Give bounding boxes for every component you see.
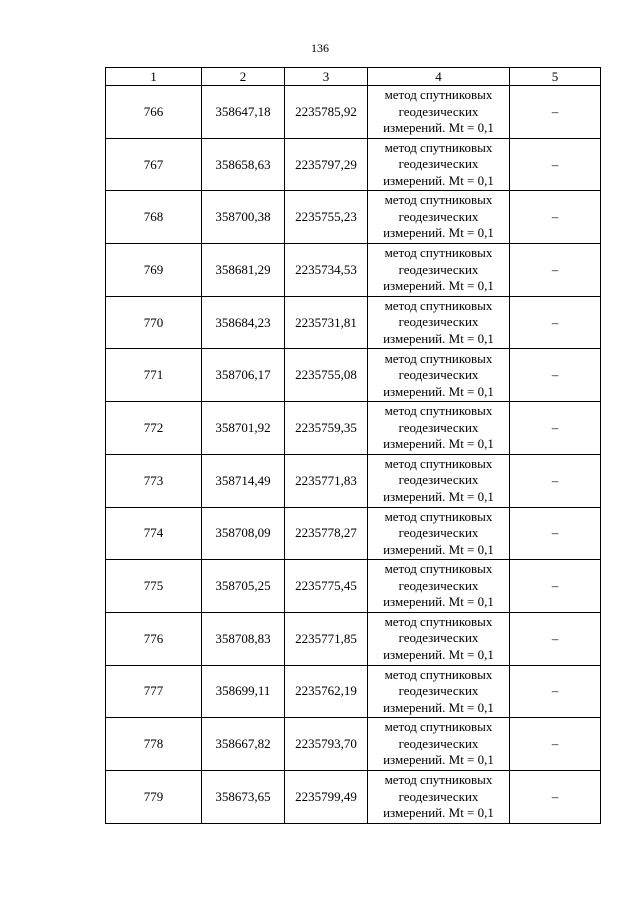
point-number-cell: 768	[106, 191, 202, 244]
method-line: геодезических	[398, 208, 479, 224]
method-line: геодезических	[398, 472, 479, 488]
method-line: геодезических	[398, 735, 479, 751]
x-coordinate-cell: 358699,11	[202, 665, 285, 718]
method-line: метод спутниковых	[384, 613, 493, 629]
method-cell	[368, 507, 510, 560]
table-row	[106, 296, 601, 349]
method-line: измерений. Mt = 0,1	[383, 752, 494, 768]
method-cell	[368, 454, 510, 507]
x-coordinate-cell: 358681,29	[202, 244, 285, 297]
method-line: геодезических	[398, 103, 479, 119]
table-row	[106, 402, 601, 455]
note-cell: –	[510, 454, 601, 507]
x-coordinate-cell: 358705,25	[202, 560, 285, 613]
point-number-cell: 770	[106, 296, 202, 349]
y-coordinate-cell: 2235771,83	[285, 454, 368, 507]
table-row	[106, 454, 601, 507]
method-line: метод спутниковых	[384, 87, 493, 103]
y-coordinate-cell: 2235775,45	[285, 560, 368, 613]
method-line: геодезических	[398, 367, 479, 383]
y-coordinate-cell: 2235762,19	[285, 665, 368, 718]
point-number-cell: 767	[106, 138, 202, 191]
point-number-cell: 766	[106, 86, 202, 139]
method-line: метод спутниковых	[384, 561, 493, 577]
point-number-cell: 778	[106, 718, 202, 771]
y-coordinate-cell: 2235793,70	[285, 718, 368, 771]
table-body	[106, 86, 601, 824]
column-header: 4	[368, 68, 510, 86]
method-line: метод спутниковых	[384, 245, 493, 261]
method-cell	[368, 86, 510, 139]
note-cell: –	[510, 718, 601, 771]
x-coordinate-cell: 358658,63	[202, 138, 285, 191]
method-line: геодезических	[398, 314, 479, 330]
page-number: 136	[311, 41, 329, 55]
x-coordinate-cell: 358706,17	[202, 349, 285, 402]
point-number-cell: 771	[106, 349, 202, 402]
y-coordinate-cell: 2235785,92	[285, 86, 368, 139]
method-line: измерений. Mt = 0,1	[383, 278, 494, 294]
method-line: измерений. Mt = 0,1	[383, 225, 494, 241]
method-line: метод спутниковых	[384, 192, 493, 208]
method-cell	[368, 718, 510, 771]
x-coordinate-cell: 358708,09	[202, 507, 285, 560]
method-line: измерений. Mt = 0,1	[383, 699, 494, 715]
x-coordinate-cell: 358700,38	[202, 191, 285, 244]
table-row	[106, 507, 601, 560]
method-line: геодезических	[398, 419, 479, 435]
method-line: метод спутниковых	[384, 772, 493, 788]
table-row	[106, 138, 601, 191]
note-cell: –	[510, 349, 601, 402]
method-line: метод спутниковых	[384, 719, 493, 735]
y-coordinate-cell: 2235755,08	[285, 349, 368, 402]
column-header: 2	[202, 68, 285, 86]
y-coordinate-cell: 2235771,85	[285, 612, 368, 665]
y-coordinate-cell: 2235778,27	[285, 507, 368, 560]
method-line: метод спутниковых	[384, 508, 493, 524]
note-cell: –	[510, 138, 601, 191]
x-coordinate-cell: 358684,23	[202, 296, 285, 349]
table-row	[106, 244, 601, 297]
point-number-cell: 774	[106, 507, 202, 560]
x-coordinate-cell: 358647,18	[202, 86, 285, 139]
x-coordinate-cell: 358673,65	[202, 770, 285, 823]
method-line: измерений. Mt = 0,1	[383, 436, 494, 452]
y-coordinate-cell: 2235797,29	[285, 138, 368, 191]
method-line: измерений. Mt = 0,1	[383, 172, 494, 188]
x-coordinate-cell: 358708,83	[202, 612, 285, 665]
x-coordinate-cell: 358667,82	[202, 718, 285, 771]
note-cell: –	[510, 560, 601, 613]
y-coordinate-cell: 2235759,35	[285, 402, 368, 455]
method-cell	[368, 402, 510, 455]
note-cell: –	[510, 770, 601, 823]
x-coordinate-cell: 358701,92	[202, 402, 285, 455]
table-row	[106, 191, 601, 244]
note-cell: –	[510, 507, 601, 560]
column-header: 1	[106, 68, 202, 86]
point-number-cell: 769	[106, 244, 202, 297]
point-number-cell: 772	[106, 402, 202, 455]
method-line: измерений. Mt = 0,1	[383, 646, 494, 662]
table-row	[106, 770, 601, 823]
note-cell: –	[510, 86, 601, 139]
method-line: измерений. Mt = 0,1	[383, 120, 494, 136]
method-cell	[368, 349, 510, 402]
method-line: геодезических	[398, 630, 479, 646]
method-line: измерений. Mt = 0,1	[383, 805, 494, 821]
y-coordinate-cell: 2235734,53	[285, 244, 368, 297]
header-row	[106, 68, 601, 86]
note-cell: –	[510, 244, 601, 297]
point-number-cell: 776	[106, 612, 202, 665]
y-coordinate-cell: 2235731,81	[285, 296, 368, 349]
point-number-cell: 773	[106, 454, 202, 507]
point-number-cell: 779	[106, 770, 202, 823]
point-number-cell: 775	[106, 560, 202, 613]
method-line: геодезических	[398, 788, 479, 804]
note-cell: –	[510, 665, 601, 718]
method-line: геодезических	[398, 525, 479, 541]
note-cell: –	[510, 402, 601, 455]
method-line: метод спутниковых	[384, 350, 493, 366]
method-line: метод спутниковых	[384, 666, 493, 682]
method-line: измерений. Mt = 0,1	[383, 488, 494, 504]
table-row	[106, 665, 601, 718]
method-line: геодезических	[398, 577, 479, 593]
table-row	[106, 718, 601, 771]
method-cell	[368, 191, 510, 244]
point-number-cell: 777	[106, 665, 202, 718]
note-cell: –	[510, 612, 601, 665]
method-line: метод спутниковых	[384, 297, 493, 313]
note-cell: –	[510, 191, 601, 244]
table-row	[106, 612, 601, 665]
table-row	[106, 560, 601, 613]
x-coordinate-cell: 358714,49	[202, 454, 285, 507]
table-row	[106, 86, 601, 139]
method-cell	[368, 244, 510, 297]
method-line: метод спутниковых	[384, 403, 493, 419]
method-line: измерений. Mt = 0,1	[383, 541, 494, 557]
method-cell	[368, 296, 510, 349]
method-line: метод спутниковых	[384, 139, 493, 155]
column-header: 5	[510, 68, 601, 86]
method-line: геодезических	[398, 156, 479, 172]
method-line: измерений. Mt = 0,1	[383, 594, 494, 610]
method-line: геодезических	[398, 261, 479, 277]
method-cell	[368, 560, 510, 613]
y-coordinate-cell: 2235799,49	[285, 770, 368, 823]
method-line: метод спутниковых	[384, 455, 493, 471]
table-row	[106, 349, 601, 402]
method-line: измерений. Mt = 0,1	[383, 330, 494, 346]
method-cell	[368, 612, 510, 665]
y-coordinate-cell: 2235755,23	[285, 191, 368, 244]
method-line: измерений. Mt = 0,1	[383, 383, 494, 399]
method-cell	[368, 665, 510, 718]
column-header: 3	[285, 68, 368, 86]
note-cell: –	[510, 296, 601, 349]
method-cell	[368, 138, 510, 191]
method-cell	[368, 770, 510, 823]
method-line: геодезических	[398, 683, 479, 699]
coordinates-table	[105, 67, 601, 824]
